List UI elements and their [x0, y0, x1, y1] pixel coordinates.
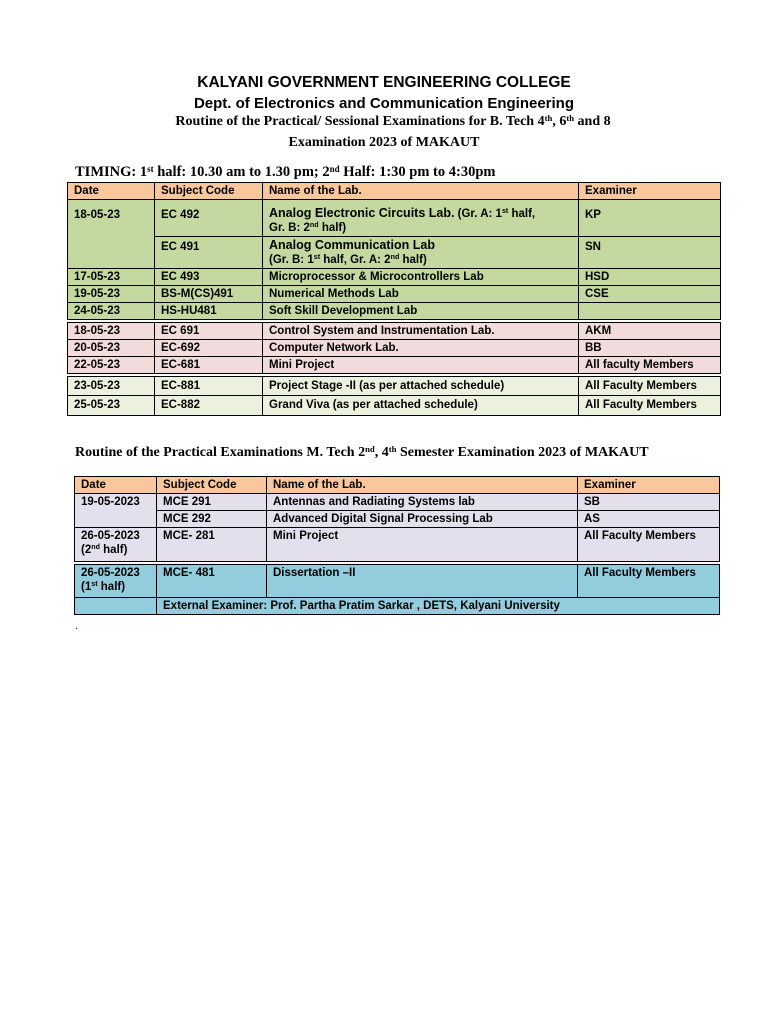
date-cell: 23-05-23 — [68, 377, 155, 396]
code-cell: BS-M(CS)491 — [155, 286, 263, 303]
date-cell: 19-05-2023 — [75, 494, 157, 528]
lab-cell: Analog Electronic Circuits Lab. (Gr. A: 1st half, Gr. B: 2nd half) — [263, 200, 579, 237]
examiner-cell: SB — [578, 494, 720, 511]
header-lab-name: Name of the Lab. — [263, 183, 579, 200]
code-cell: EC-681 — [155, 357, 263, 374]
timing-line: TIMING: 1st half: 10.30 am to 1.30 pm; 2nd Half: 1:30 pm to 4:30pm — [75, 163, 496, 180]
table-row — [75, 565, 720, 598]
table-row — [75, 511, 720, 528]
table-header-row — [75, 477, 720, 494]
lab-cell: Computer Network Lab. — [263, 340, 579, 357]
empty-cell — [75, 598, 157, 615]
lab-cell: Dissertation –II — [267, 565, 578, 598]
date-cell: 22-05-23 — [68, 357, 155, 374]
table-row — [68, 200, 721, 237]
date-cell: 26-05-2023 (1st half) — [75, 565, 157, 598]
lab-cell: Advanced Digital Signal Processing Lab — [267, 511, 578, 528]
table-row — [75, 528, 720, 562]
code-cell: EC 493 — [155, 269, 263, 286]
examiner-cell: AS — [578, 511, 720, 528]
examiner-cell: AKM — [579, 323, 721, 340]
lab-cell: Antennas and Radiating Systems lab — [267, 494, 578, 511]
examiner-cell: CSE — [579, 286, 721, 303]
date-cell: 18-05-23 — [68, 323, 155, 340]
external-examiner-row — [75, 598, 720, 615]
code-cell: EC-881 — [155, 377, 263, 396]
date-cell: 19-05-23 — [68, 286, 155, 303]
examiner-cell: KP — [579, 200, 721, 237]
header-lab-name: Name of the Lab. — [267, 477, 578, 494]
lab-cell: Numerical Methods Lab — [263, 286, 579, 303]
examiner-cell: HSD — [579, 269, 721, 286]
table-row — [68, 323, 721, 340]
code-cell: EC-882 — [155, 396, 263, 416]
examiner-cell: All Faculty Members — [578, 528, 720, 562]
mtech-routine-title: Routine of the Practical Examinations M. Tech 2nd, 4th Semester Examination 2023 of MAKAUT — [75, 443, 649, 460]
header-subject-code: Subject Code — [157, 477, 267, 494]
code-cell: EC 491 — [155, 237, 263, 269]
department-name: Dept. of Electronics and Communication Engineering — [193, 95, 575, 112]
examiner-cell: All Faculty Members — [578, 565, 720, 598]
trailing-mark: . — [75, 618, 78, 632]
examiner-cell: SN — [579, 237, 721, 269]
code-cell: MCE 291 — [157, 494, 267, 511]
code-cell: EC 492 — [155, 200, 263, 237]
lab-cell: Mini Project — [267, 528, 578, 562]
routine-title: Routine of the Practical/ Sessional Examinations for B. Tech 4th, 6th and 8 — [175, 112, 611, 129]
code-cell: MCE- 481 — [157, 565, 267, 598]
date-cell: 24-05-23 — [68, 303, 155, 320]
table-row — [68, 377, 721, 396]
examiner-cell: All Faculty Members — [579, 377, 721, 396]
external-examiner-cell: External Examiner: Prof. Partha Pratim Sarkar , DETS, Kalyani University — [157, 598, 720, 615]
code-cell: EC-692 — [155, 340, 263, 357]
date-cell: 20-05-23 — [68, 340, 155, 357]
code-cell: EC 691 — [155, 323, 263, 340]
date-cell: 17-05-23 — [68, 269, 155, 286]
lab-cell: Grand Viva (as per attached schedule) — [263, 396, 579, 416]
code-cell: HS-HU481 — [155, 303, 263, 320]
header-examiner: Examiner — [578, 477, 720, 494]
code-cell: MCE 292 — [157, 511, 267, 528]
lab-cell: Mini Project — [263, 357, 579, 374]
lab-cell: Project Stage -II (as per attached schedule) — [263, 377, 579, 396]
table-header-row — [68, 183, 721, 200]
examiner-cell: All faculty Members — [579, 357, 721, 374]
table-row — [68, 396, 721, 416]
lab-cell: Soft Skill Development Lab — [263, 303, 579, 320]
table-row — [68, 237, 721, 269]
date-cell: 25-05-23 — [68, 396, 155, 416]
examiner-cell: BB — [579, 340, 721, 357]
lab-cell: Microprocessor & Microcontrollers Lab — [263, 269, 579, 286]
table-row — [68, 303, 721, 320]
table-row — [68, 357, 721, 374]
btech-routine-table — [67, 182, 721, 416]
date-cell: 26-05-2023 (2nd half) — [75, 528, 157, 562]
table-row — [68, 340, 721, 357]
header-subject-code: Subject Code — [155, 183, 263, 200]
header-date: Date — [68, 183, 155, 200]
lab-cell: Control System and Instrumentation Lab. — [263, 323, 579, 340]
examiner-cell — [579, 303, 721, 320]
header-examiner: Examiner — [579, 183, 721, 200]
table-row — [75, 494, 720, 511]
table-row — [68, 269, 721, 286]
lab-cell: Analog Communication Lab (Gr. B: 1st half, Gr. A: 2nd half) — [263, 237, 579, 269]
mtech-routine-table — [74, 476, 720, 615]
date-cell: 18-05-23 — [68, 200, 155, 269]
college-name: KALYANI GOVERNMENT ENGINEERING COLLEGE — [197, 74, 571, 91]
header-date: Date — [75, 477, 157, 494]
examiner-cell: All Faculty Members — [579, 396, 721, 416]
table-row — [68, 286, 721, 303]
routine-subtitle: Examination 2023 of MAKAUT — [288, 135, 480, 150]
code-cell: MCE- 281 — [157, 528, 267, 562]
